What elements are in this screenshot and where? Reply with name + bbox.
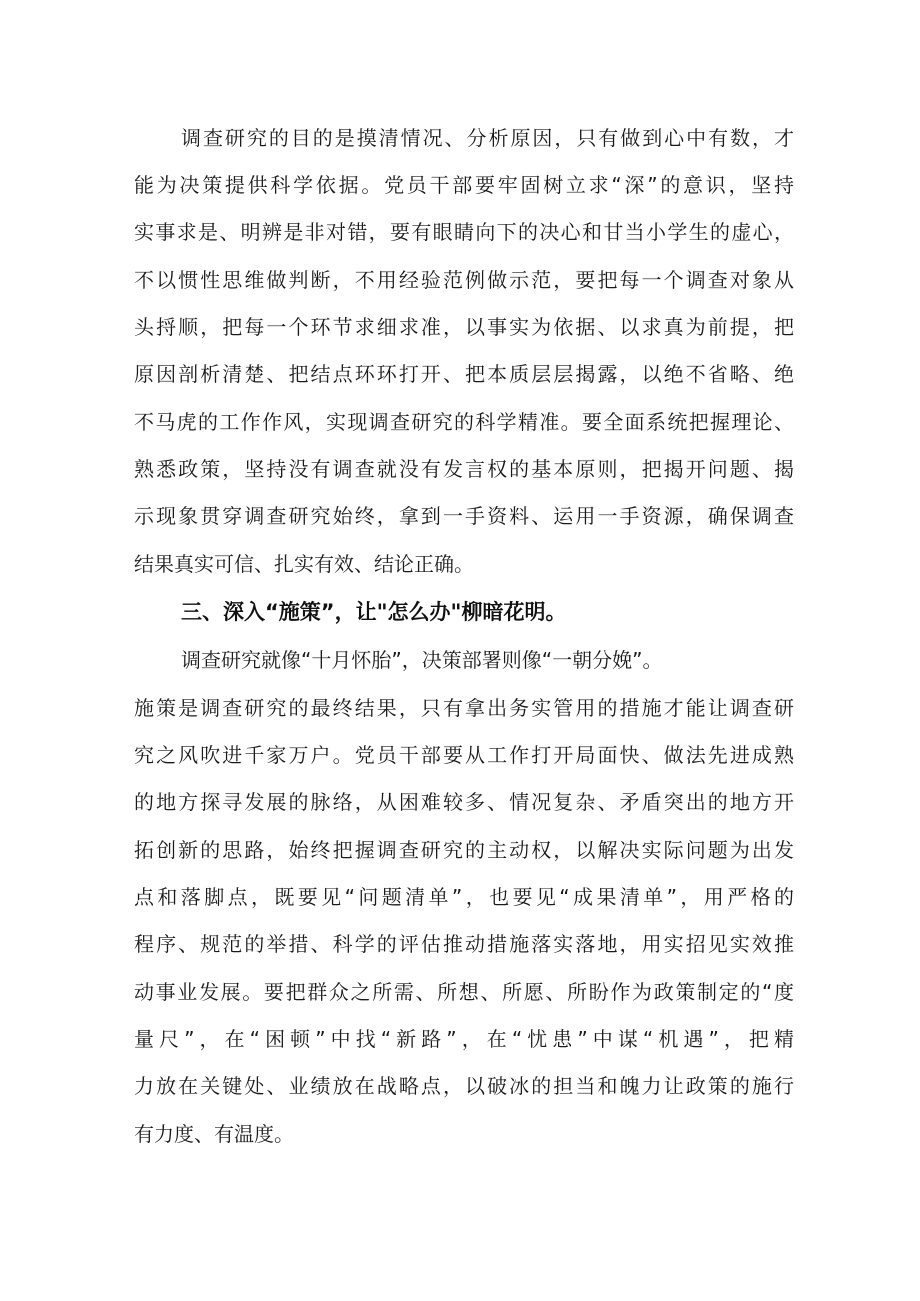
paragraph-line: 的地方探寻发展的脉络，从困难较多、情况复杂、矛盾突出的地方开: [134, 790, 794, 814]
paragraph-line: 程序、规范的举措、科学的评估推动措施落实落地，用实招见实效推: [134, 932, 794, 956]
paragraph-line: 能为决策提供科学依据。党员干部要牢固树立求“深”的意识，坚持: [134, 173, 794, 197]
paragraph-line: 实事求是、明辨是非对错，要有眼睛向下的决心和甘当小学生的虚心，: [134, 220, 794, 244]
paragraph-line: 施策是调查研究的最终结果，只有拿出务实管用的措施才能让调查研: [134, 696, 794, 720]
paragraph-line: 结果真实可信、扎实有效、结论正确。: [134, 552, 474, 576]
paragraph-line: 调查研究就像“十月怀胎”，决策部署则像“一朝分娩”。: [181, 648, 663, 672]
paragraph-line: 不以惯性思维做判断，不用经验范例做示范，要把每一个调查对象从: [134, 268, 794, 292]
paragraph-line: 头捋顺，把每一个环节求细求准，以事实为依据、以求真为前提，把: [134, 315, 794, 339]
paragraph-line: 不马虎的工作作风，实现调查研究的科学精准。要全面系统把握理论、: [134, 410, 794, 434]
paragraph-line: 调查研究的目的是摸清情况、分析原因，只有做到心中有数，才: [181, 126, 794, 150]
paragraph-line: 量尺”，在“困顿”中找“新路”，在“忧患”中谋“机遇”，把精: [134, 1027, 794, 1051]
paragraph-line: 有力度、有温度。: [134, 1122, 294, 1146]
paragraph-line: 点和落脚点，既要见“问题清单”，也要见“成果清单”，用严格的: [134, 885, 794, 909]
paragraph-line: 熟悉政策，坚持没有调查就没有发言权的基本原则，把揭开问题、揭: [134, 457, 794, 481]
paragraph-line: 示现象贯穿调查研究始终，拿到一手资料、运用一手资源，确保调查: [134, 504, 794, 528]
paragraph-line: 动事业发展。要把群众之所需、所想、所愿、所盼作为政策制定的“度: [134, 980, 794, 1004]
section-3-heading: 三、深入“施策”，让"怎么办"柳暗花明。: [181, 600, 567, 624]
paragraph-line: 究之风吹进千家万户。党员干部要从工作打开局面快、做法先进成熟: [134, 743, 794, 767]
paragraph-line: 拓创新的思路，始终把握调查研究的主动权，以解决实际问题为出发: [134, 838, 794, 862]
paragraph-line: 力放在关键处、业绩放在战略点，以破冰的担当和魄力让政策的施行: [134, 1074, 794, 1098]
paragraph-line: 原因剖析清楚、把结点环环打开、把本质层层揭露，以绝不省略、绝: [134, 362, 794, 386]
